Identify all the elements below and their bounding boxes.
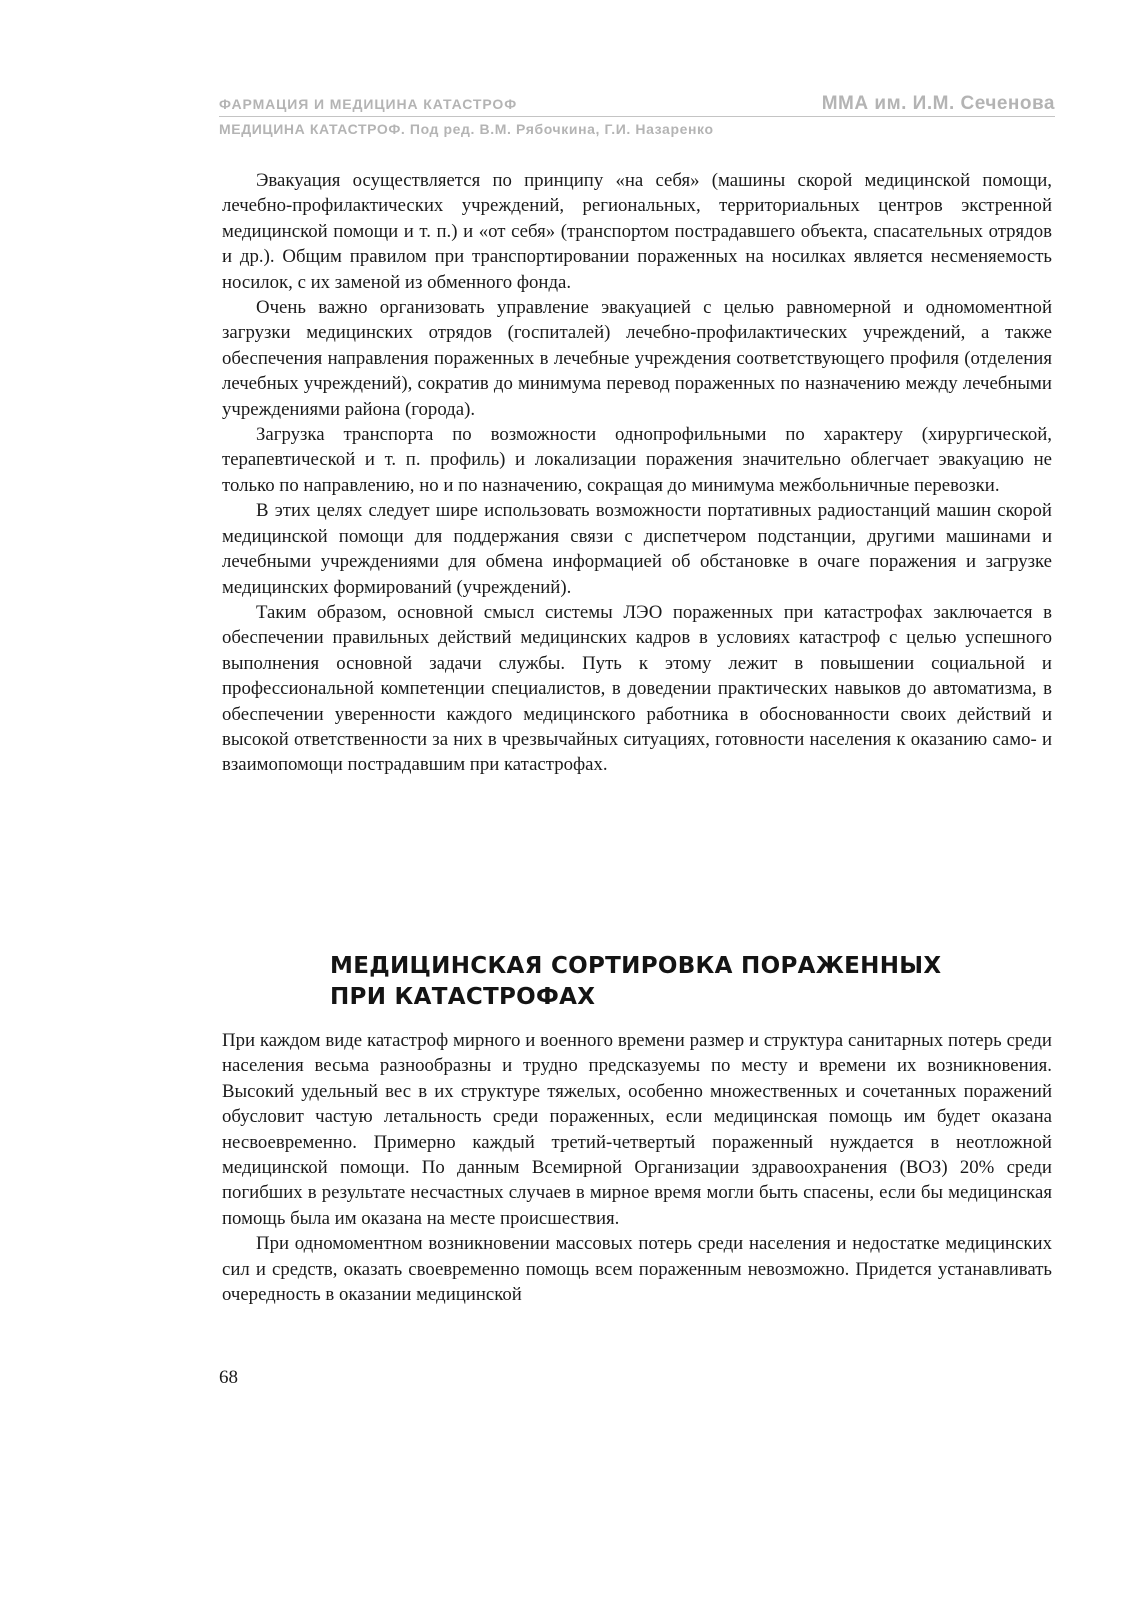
body-text (222, 168, 1052, 778)
section-body-text (222, 1028, 1052, 1307)
header-rule (219, 116, 1055, 117)
paragraph: При каждом виде катастроф мирного и военного времени размер и структура санитарных потерь среди населения весьма разнообразны и трудно предсказуемы по месту и времени их возникновения. Высокий удельный вес в их структуре тяжелых, особенно множественных и сочетанных поражений обусловит частую летальность среди пораженных, если медицинская помощь им будет оказана несвоевременно. Примерно каждый третий-четвертый пораженный нуждается в неотложной медицинской помощи. По данным Всемирной Организации здравоохранения (ВОЗ) 20% среди погибших в результате несчастных случаев в мирное время могли быть спасены, если бы медицинская помощь была им оказана на месте происшествия. (222, 1030, 1052, 1229)
section-heading-line: ПРИ КАТАСТРОФАХ (330, 984, 596, 1010)
running-title: ФАРМАЦИЯ И МЕДИЦИНА КАТАСТРОФ (219, 96, 518, 112)
section-heading-line: МЕДИЦИНСКАЯ СОРТИРОВКА ПОРАЖЕННЫХ (330, 953, 942, 979)
page-number: 68 (219, 1367, 238, 1388)
paragraph: Загрузка транспорта по возможности однопрофильными по характеру (хирургической, терапевтической и т. п. профиль) и локализации поражения значительно облегчает эвакуацию не только по направлению, но и по назначению, сокращая до минимума межбольничные перевозки. (222, 424, 1052, 496)
paragraph: Эвакуация осуществляется по принципу «на себя» (машины скорой медицинской помощи, лечебно-профилактических учреждений, региональных, территориальных центров экстренной медицинской помощи и т. п.) и «от себя» (транспортом пострадавшего объекта, спасательных отрядов и др.). Общим правилом при транспортировании пораженных на носилках является несменяемость носилок, с их заменой из обменного фонда. (222, 170, 1052, 293)
paragraph: При одномоментном возникновении массовых потерь среди населения и недостатке медицинских сил и средств, оказать своевременно помощь всем пораженным невозможно. Придется устанавливать очередность в оказании медицинской (222, 1233, 1052, 1306)
running-header (219, 93, 1055, 145)
paragraph: Очень важно организовать управление эвакуацией с целью равномерной и одномоментной загрузки медицинских отрядов (госпиталей) лечебно-профилактических учреждений, а также обеспечения направления пораженных в лечебные учреждения соответствующего профиля (отделения лечебных учреждений), сократив до минимума перевод пораженных по назначению между лечебными учреждениями района (города). (222, 297, 1052, 420)
book-title: МЕДИЦИНА КАТАСТРОФ. Под ред. В.М. Рябочкина, Г.И. Назаренко (219, 121, 714, 137)
paragraph: Таким образом, основной смысл системы ЛЭО пораженных при катастрофах заключается в обеспечении правильных действий медицинских кадров в условиях катастроф с целью успешного выполнения основной задачи службы. Путь к этому лежит в повышении социальной и профессиональной компетенции специалистов, в доведении практических навыков до автоматизма, в обеспечении уверенности каждого медицинского работника в обоснованности своих действий и высокой ответственности за них в чрезвычайных ситуациях, готовности населения к оказанию само- и взаимопомощи пострадавшим при катастрофах. (222, 601, 1052, 776)
section-heading (330, 951, 1030, 1013)
institution-name: ММА им. И.М. Сеченова (821, 93, 1055, 114)
paragraph: В этих целях следует шире использовать возможности портативных радиостанций машин скорой медицинской помощи для поддержания связи с диспетчером подстанции, другими машинами и лечебными учреждениями для обмена информацией об обстановке в очаге поражения и загрузке медицинских формирований (учреждений). (222, 500, 1052, 598)
